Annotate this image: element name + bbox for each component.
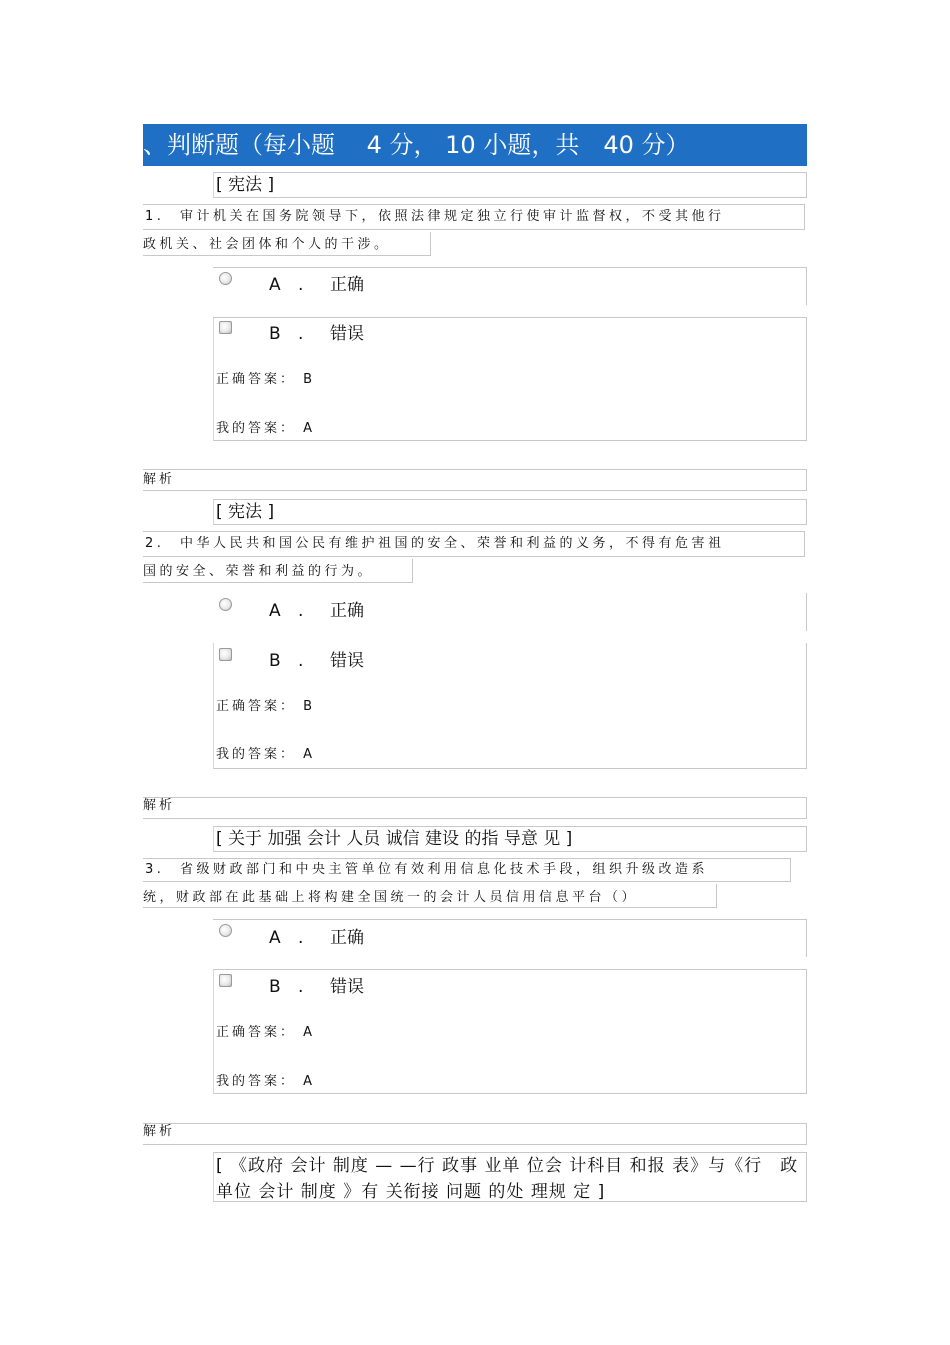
option-dot: . [298,324,304,344]
option-label: 正确 [330,601,364,621]
analysis-label[interactable]: 解析 [143,1124,176,1139]
option-label: 错误 [330,324,364,344]
question-text-line2: 国的安全、荣誉和利益的行为。 [143,564,375,579]
option-a-radio[interactable] [219,924,232,937]
analysis-box[interactable] [143,1123,807,1145]
option-label: 错误 [330,977,364,997]
correct-answer: 正确答案： B [216,699,316,714]
analysis-label[interactable]: 解析 [143,798,176,813]
option-letter: B [269,324,281,344]
option-a-radio[interactable] [219,272,232,285]
option-b-radio[interactable] [219,648,232,661]
question-text-line1: 中华人民共和国公民有维护祖国的安全、荣誉和利益的义务，不得有危害祖 [180,536,725,551]
section-header: 、判断题（每小题 4 分， 10 小题，共 40 分） [143,124,807,166]
question-text-line2: 统，财政部在此基础上将构建全国统一的会计人员信用信息平台（） [143,890,639,905]
question-number: 1. [145,209,165,224]
option-dot: . [298,601,304,621]
option-dot: . [298,275,304,295]
analysis-label[interactable]: 解析 [143,472,176,487]
option-letter: A [269,928,281,948]
question-text-line2: 政机关、社会团体和个人的干涉。 [143,237,391,252]
option-b-radio[interactable] [219,321,232,334]
option-a-radio[interactable] [219,598,232,611]
next-topic-line1: [ 《政府 会计 制度 — —行 政事 业单 位会 计科目 和报 表》与《行 政 [216,1156,799,1176]
topic-box [213,172,807,198]
topic-label: [ 宪法 ] [216,175,275,195]
option-label: 正确 [330,928,364,948]
option-dot: . [298,977,304,997]
topic-label: [ 宪法 ] [216,502,275,522]
option-label: 错误 [330,651,364,671]
question-number: 2. [145,536,165,551]
option-letter: A [269,275,281,295]
question-text-line1: 审计机关在国务院领导下，依照法律规定独立行使审计监督权，不受其他行 [180,209,725,224]
correct-answer: 正确答案： B [216,372,316,387]
correct-answer: 正确答案： A [216,1025,316,1040]
option-letter: B [269,651,281,671]
topic-label: [ 关于 加强 会计 人员 诚信 建设 的指 导意 见 ] [216,829,573,849]
option-letter: A [269,601,281,621]
topic-box [213,499,807,525]
next-topic-line2: 单位 会计 制度 》有 关衔接 问题 的处 理规 定 ] [216,1182,606,1202]
option-b-radio[interactable] [219,974,232,987]
my-answer: 我的答案： A [216,1074,316,1089]
option-dot: . [298,928,304,948]
option-letter: B [269,977,281,997]
option-label: 正确 [330,275,364,295]
question-number: 3. [145,862,165,877]
option-dot: . [298,651,304,671]
next-topic-box [213,1152,807,1202]
my-answer: 我的答案： A [216,747,316,762]
my-answer: 我的答案： A [216,421,316,436]
question-text-line1: 省级财政部门和中央主管单位有效利用信息化技术手段，组织升级改造系 [180,862,709,877]
analysis-box[interactable] [143,469,807,491]
topic-box [213,826,807,852]
analysis-box[interactable] [143,797,807,819]
